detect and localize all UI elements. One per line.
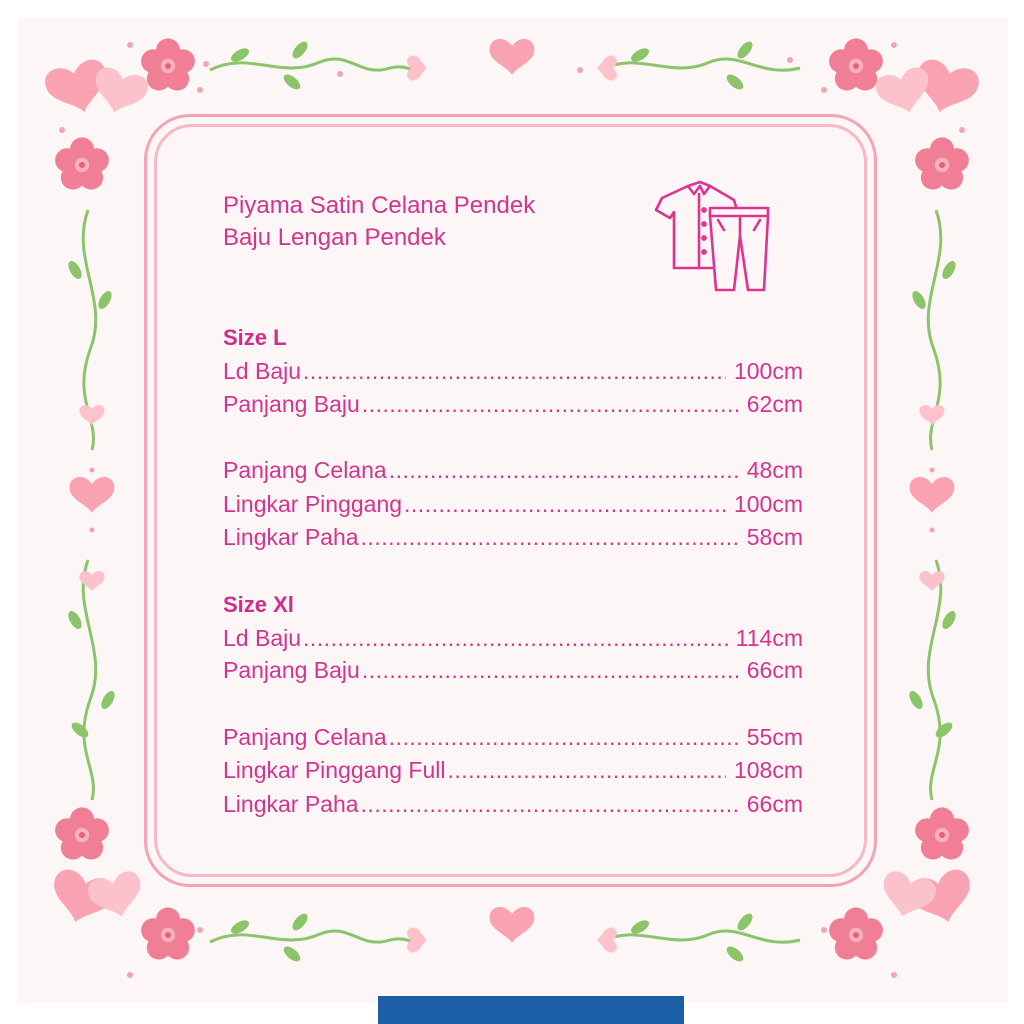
measure-value: 100cm	[733, 491, 803, 517]
measure-label: Lingkar Pinggang Full	[223, 757, 446, 783]
dot-leader	[447, 757, 725, 784]
size-l-row-lingkar-pinggang	[223, 491, 803, 524]
blue-bar	[378, 996, 684, 1024]
measure-value: 48cm	[746, 457, 803, 483]
measure-label: Ld Baju	[223, 358, 302, 384]
measure-value: 66cm	[746, 657, 803, 683]
measure-label: Panjang Celana	[223, 724, 387, 750]
measure-value: 55cm	[746, 724, 803, 750]
dot-leader	[389, 457, 739, 484]
measure-value: 100cm	[733, 358, 803, 384]
size-l-row-ld-baju	[223, 358, 803, 391]
measure-label: Lingkar Paha	[223, 791, 359, 817]
dot-leader	[361, 524, 739, 551]
bottom-vine-left	[210, 911, 420, 964]
measure-label: Lingkar Pinggang	[223, 491, 403, 517]
size-xl-row-panjang-celana	[223, 724, 803, 757]
bottom-vine-right	[600, 911, 800, 964]
dot-leader	[404, 491, 726, 518]
dot-leader	[362, 657, 739, 684]
measure-value: 108cm	[733, 757, 803, 783]
top-vine-left	[203, 39, 420, 92]
measure-label: Lingkar Paha	[223, 524, 359, 550]
measure-value: 58cm	[746, 524, 803, 550]
size-l-row-panjang-celana	[223, 457, 803, 490]
dot-leader	[361, 791, 739, 818]
measure-label: Panjang Celana	[223, 457, 387, 483]
measure-value: 62cm	[746, 391, 803, 417]
dot-leader	[362, 391, 739, 418]
measure-label: Panjang Baju	[223, 657, 360, 683]
product-title	[223, 190, 535, 254]
product-title-line-2: Baju Lengan Pendek	[223, 224, 446, 251]
size-xl-row-ld-baju	[223, 625, 803, 658]
product-title-line-1: Piyama Satin Celana Pendek	[223, 192, 536, 219]
measure-label: Panjang Baju	[223, 391, 360, 417]
measure-label: Ld Baju	[223, 625, 302, 651]
dot-leader	[389, 724, 739, 751]
size-l-heading: Size L	[223, 325, 287, 350]
size-l-row-panjang-baju	[223, 391, 803, 424]
pajama-icon	[648, 180, 772, 294]
size-xl-heading: Size Xl	[223, 592, 294, 617]
measure-value: 66cm	[746, 791, 803, 817]
measure-value: 114cm	[735, 625, 803, 651]
dot-leader	[303, 358, 726, 385]
size-l-row-lingkar-paha	[223, 524, 803, 557]
size-xl-row-lingkar-paha	[223, 791, 803, 824]
size-xl-row-panjang-baju	[223, 657, 803, 690]
dot-leader	[303, 625, 728, 652]
size-xl-row-lingkar-pinggang-full	[223, 757, 803, 790]
